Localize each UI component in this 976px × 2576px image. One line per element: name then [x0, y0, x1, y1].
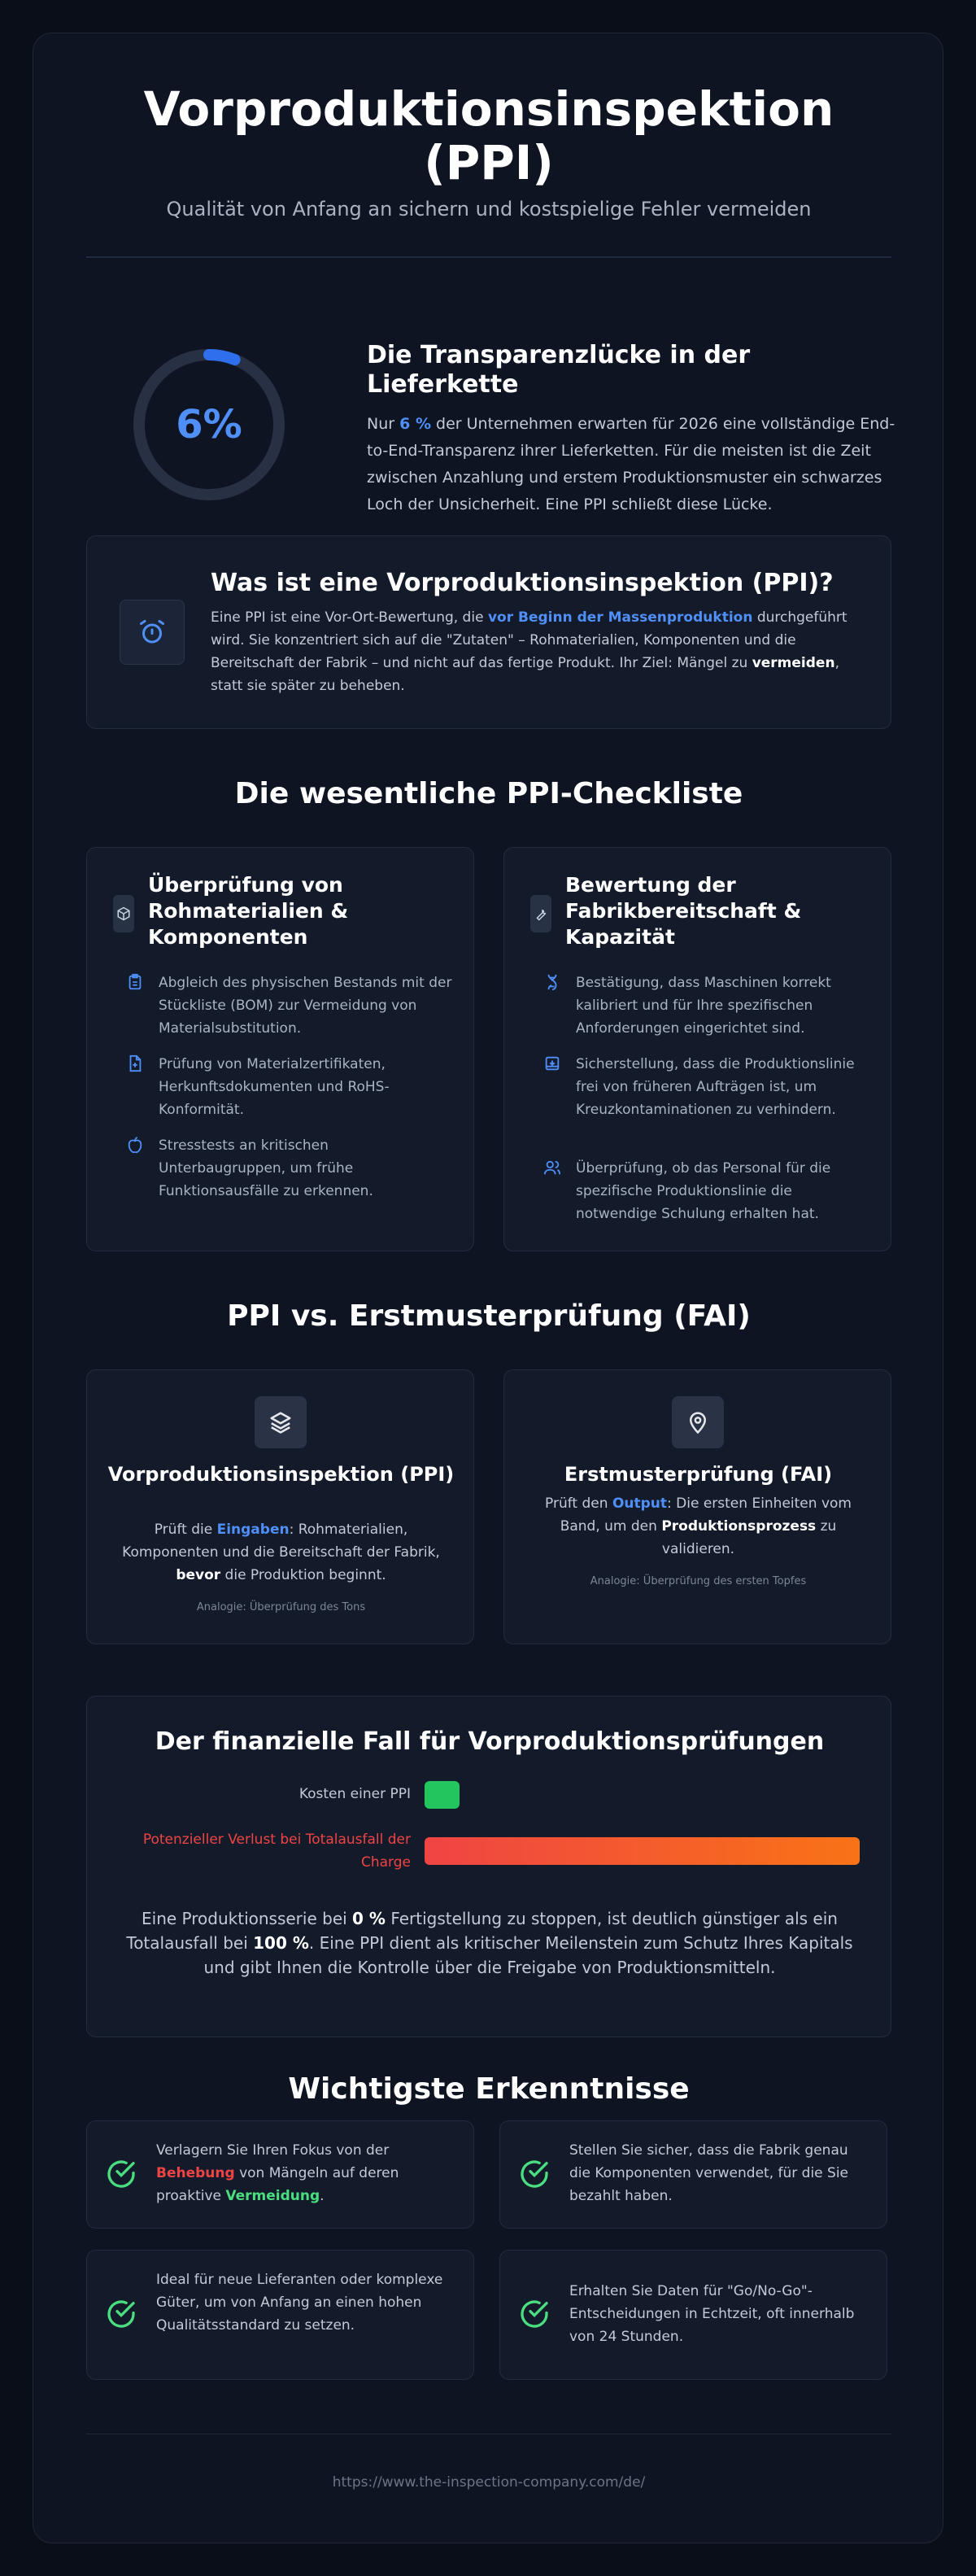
infographic-card	[33, 33, 943, 2543]
transparency-stat-section	[86, 302, 895, 513]
ppi-card	[86, 1369, 474, 1644]
fai-analogy: Analogie: Überprüfung des ersten Topfes	[590, 1575, 807, 1587]
fai-card	[503, 1369, 891, 1644]
wrench-icon	[530, 895, 551, 932]
finance-card	[86, 1696, 891, 2037]
percent-label: 6%	[176, 402, 242, 448]
takeaway-item	[499, 2250, 887, 2380]
footer-link[interactable]: https://www.the-inspection-company.com/de/	[332, 2474, 646, 2491]
loss-bar	[425, 1837, 860, 1865]
ppi-cost-label: Kosten einer PPI	[298, 1786, 411, 1802]
layers-icon	[255, 1396, 307, 1448]
vs-title: PPI vs. Erstmusterprüfung (FAI)	[227, 1299, 751, 1333]
check-circle-icon	[105, 2298, 137, 2330]
file-check-icon	[126, 1054, 144, 1072]
what-is-title: Was ist eine Vorproduktionsinspektion (PPI)?	[211, 569, 834, 597]
finance-title: Der finanzielle Fall für Vorproduktionsprüfungen	[155, 1727, 825, 1756]
loss-label: Potenzieller Verlust bei Totalausfall der Charge	[142, 1832, 411, 1871]
header-divider	[86, 256, 891, 258]
ppi-cost-bar	[425, 1781, 460, 1809]
inbox-icon	[543, 1054, 561, 1072]
takeaway-item	[86, 2250, 474, 2380]
stat-text: Nur 6 % der Unternehmen erwarten für 2026 eine vollständige End-to-End-Transparenz ihrer Lieferketten. Für die meisten ist die Zeit zwischen Anzahlung und erstem Produktionsmuster ein schwarzes Loch der Unsicherheit. Eine PPI schließt diese Lücke.	[367, 415, 895, 513]
users-icon	[543, 1159, 561, 1177]
check-circle-icon	[518, 2298, 551, 2330]
finance-text: Eine Produktionsserie bei 0 % Fertigstellung zu stoppen, ist deutlich günstiger als ein Totalausfall bei 100 %. Eine PPI dient als kritischer Meilenstein zum Schutz Ihres Kapitals und gibt Ihnen die Kontrolle über die Freigabe von Produktionsmitteln.	[126, 1909, 853, 1977]
ppi-text: Prüft die Eingaben: Rohmaterialien, Komponenten und die Bereitschaft der Fabrik, bevor die Produktion beginnt.	[122, 1522, 440, 1583]
ppi-title: Vorproduktionsinspektion (PPI)	[107, 1463, 455, 1486]
takeaway-text: Erhalten Sie Daten für "Go/No-Go"-Entscheidungen in Echtzeit, oft innerhalb von 24 Stunden.	[569, 2283, 855, 2345]
box-icon	[113, 895, 134, 932]
takeaway-text: Ideal für neue Lieferanten oder komplexe Güter, um von Anfang an einen hohen Qualitätsstandard zu setzen.	[156, 2272, 443, 2334]
apple-icon	[126, 1136, 144, 1154]
takeaway-text: Verlagern Sie Ihren Fokus von der Behebung von Mängeln auf deren proaktive Vermeidung.	[156, 2142, 399, 2204]
takeaway-item	[86, 2120, 474, 2229]
clipboard-icon	[126, 973, 144, 991]
takeaway-item	[499, 2120, 887, 2229]
ppi-analogy: Analogie: Überprüfung des Tons	[196, 1601, 366, 1613]
checklist-materials-card: Überprüfung von Rohmaterialien & Komponenten Abgleich des physischen Bestands mit der Stückliste (BOM) zur Vermeidung von Materialsubstitution. Prüfung von Materialzertifikaten, Herkunftsdokumenten und RoHS-Konformität. Stresstests an kritischen Unterbaugruppen, um frühe Funktionsausfälle zu erkennen.	[86, 847, 474, 1251]
stat-title: Die Transparenzlücke in der Lieferkette	[367, 341, 751, 399]
dna-icon	[543, 973, 561, 991]
checklist-title: Die wesentliche PPI-Checkliste	[234, 777, 743, 810]
map-pin-icon	[672, 1396, 724, 1448]
checklist-factory-title: Bewertung der Fabrikbereitschaft & Kapazität	[565, 873, 802, 949]
fai-text: Prüft den Output: Die ersten Einheiten vom Band, um den Produktionsprozess zu validieren.	[545, 1495, 852, 1557]
alarm-clock-icon	[120, 600, 185, 665]
takeaway-text: Stellen Sie sicher, dass die Fabrik genau die Komponenten verwendet, für die Sie bezahlt haben.	[569, 2142, 849, 2204]
page-title: Vorproduktionsinspektion (PPI)	[143, 81, 834, 190]
fai-title: Erstmusterprüfung (FAI)	[564, 1463, 833, 1486]
what-is-ppi-card	[86, 535, 891, 729]
takeaways-title: Wichtigste Erkenntnisse	[288, 2072, 690, 2106]
checklist-factory-card: Bewertung der Fabrikbereitschaft & Kapazität Bestätigung, dass Maschinen korrekt kalibriert und für Ihre spezifischen Anforderungen eingerichtet sind. Sicherstellung, dass die Produktionslinie frei von früheren Aufträgen ist, um Kreuzkontaminationen zu verhindern. Überprüfung, ob das Personal für die spezifische Produktionslinie die notwendige Schulung erhalten hat.	[503, 847, 891, 1251]
check-circle-icon	[105, 2158, 137, 2190]
checklist-materials-title: Überprüfung von Rohmaterialien & Komponenten	[148, 873, 349, 949]
what-is-text: Eine PPI ist eine Vor-Ort-Bewertung, die vor Beginn der Massenproduktion durchgeführt wird. Sie konzentriert sich auf die "Zutaten" – Rohmaterialien, Komponenten und die Bereitschaft der Fabrik – und nicht auf das fertige Produkt. Ihr Ziel: Mängel zu vermeiden, statt sie später zu beheben.	[211, 609, 847, 694]
check-circle-icon	[518, 2158, 551, 2190]
page-subtitle: Qualität von Anfang an sichern und kostspielige Fehler vermeiden	[166, 198, 812, 220]
